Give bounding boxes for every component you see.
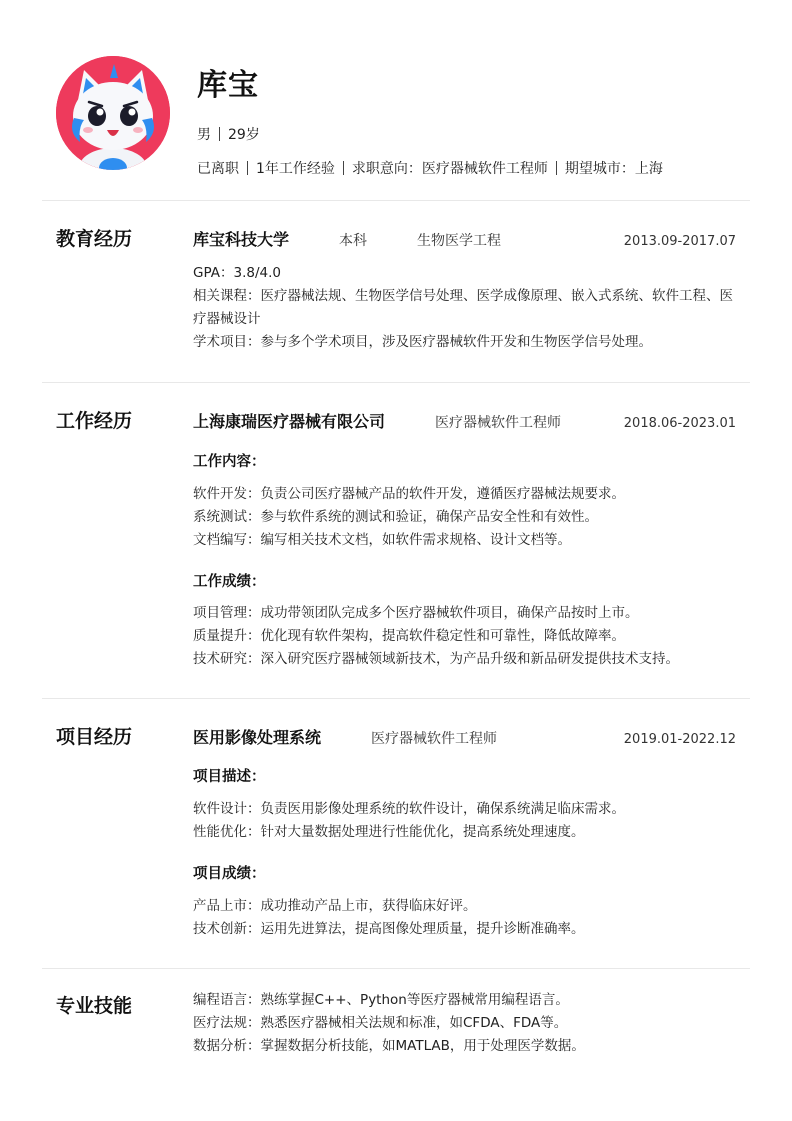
academic-projects: 学术项目：参与多个学术项目，涉及医疗器械软件开发和生物医学信号处理。 — [193, 334, 652, 350]
list-item: 质量提升：优化现有软件架构，提高软件稳定性和可靠性，降低故障率。 — [193, 628, 625, 644]
list-item: 系统测试：参与软件系统的测试和验证，确保产品安全性和有效性。 — [193, 509, 598, 525]
section-title-work: 工作经历 — [56, 410, 133, 432]
job-info — [197, 158, 663, 178]
age: 29岁 — [228, 127, 260, 143]
section-title-skills: 专业技能 — [56, 995, 133, 1017]
education-date: 2013.09-2017.07 — [623, 234, 736, 249]
company-name: 上海康瑞医疗器械有限公司 — [193, 412, 386, 431]
status: 已离职 — [197, 161, 239, 177]
section-title-project: 项目经历 — [56, 726, 133, 748]
list-item: 编程语言：熟练掌握C++、Python等医疗器械常用编程语言。 — [193, 992, 569, 1008]
project-name: 医用影像处理系统 — [193, 728, 322, 747]
project-header — [193, 725, 736, 748]
project-date: 2019.01-2022.12 — [623, 732, 736, 747]
major: 生物医学工程 — [417, 233, 502, 249]
work-role: 医疗器械软件工程师 — [435, 415, 562, 431]
experience: 1年工作经验 — [256, 161, 335, 177]
school-name: 库宝科技大学 — [193, 230, 290, 249]
list-item: 软件开发：负责公司医疗器械产品的软件开发，遵循医疗器械法规要求。 — [193, 486, 625, 502]
mascot-cat-icon — [56, 56, 170, 170]
list-item: 技术研究：深入研究医疗器械领域新技术，为产品升级和新品研发提供技术支持。 — [193, 651, 679, 667]
separator — [556, 161, 557, 175]
project-role: 医疗器械软件工程师 — [371, 731, 498, 747]
courses: 相关课程：医疗器械法规、生物医学信号处理、医学成像原理、嵌入式系统、软件工程、医疗器械设计 — [193, 288, 733, 327]
job-intent: 求职意向：医疗器械软件工程师 — [351, 161, 548, 177]
list-item: 数据分析：掌握数据分析技能，如MATLAB，用于处理医学数据。 — [193, 1038, 585, 1054]
candidate-name: 库宝 — [197, 68, 259, 103]
gpa: GPA：3.8/4.0 — [193, 265, 281, 281]
project-desc-list — [193, 798, 738, 844]
separator — [219, 127, 220, 141]
project-achievement-heading: 项目成绩： — [193, 866, 266, 882]
list-item: 产品上市：成功推动产品上市，获得临床好评。 — [193, 898, 477, 914]
work-achievement-heading: 工作成绩： — [193, 574, 266, 590]
list-item: 软件设计：负责医用影像处理系统的软件设计，确保系统满足临床需求。 — [193, 801, 625, 817]
skills-list — [193, 989, 738, 1058]
project-desc-heading: 项目描述： — [193, 769, 266, 785]
separator — [343, 161, 344, 175]
list-item: 医疗法规：熟悉医疗器械相关法规和标准，如CFDA、FDA等。 — [193, 1015, 568, 1031]
expected-city: 期望城市：上海 — [564, 161, 663, 177]
project-achievement-list — [193, 895, 738, 941]
divider — [42, 968, 750, 969]
education-header — [193, 227, 736, 250]
section-title-education: 教育经历 — [56, 228, 133, 250]
work-header — [193, 409, 736, 432]
divider — [42, 382, 750, 383]
divider — [42, 200, 750, 201]
list-item: 项目管理：成功带领团队完成多个医疗器械软件项目，确保产品按时上市。 — [193, 605, 639, 621]
separator — [247, 161, 248, 175]
degree: 本科 — [339, 233, 368, 249]
work-content-heading: 工作内容： — [193, 454, 266, 470]
list-item: 文档编写：编写相关技术文档，如软件需求规格、设计文档等。 — [193, 532, 571, 548]
divider — [42, 698, 750, 699]
education-details — [193, 262, 733, 354]
list-item: 性能优化：针对大量数据处理进行性能优化，提高系统处理速度。 — [193, 824, 585, 840]
work-date: 2018.06-2023.01 — [623, 416, 736, 431]
list-item: 技术创新：运用先进算法，提高图像处理质量，提升诊断准确率。 — [193, 921, 585, 937]
basic-info — [197, 124, 260, 144]
work-achievement-list — [193, 602, 738, 671]
gender: 男 — [197, 127, 211, 143]
work-content-list — [193, 483, 738, 552]
avatar — [56, 56, 170, 170]
